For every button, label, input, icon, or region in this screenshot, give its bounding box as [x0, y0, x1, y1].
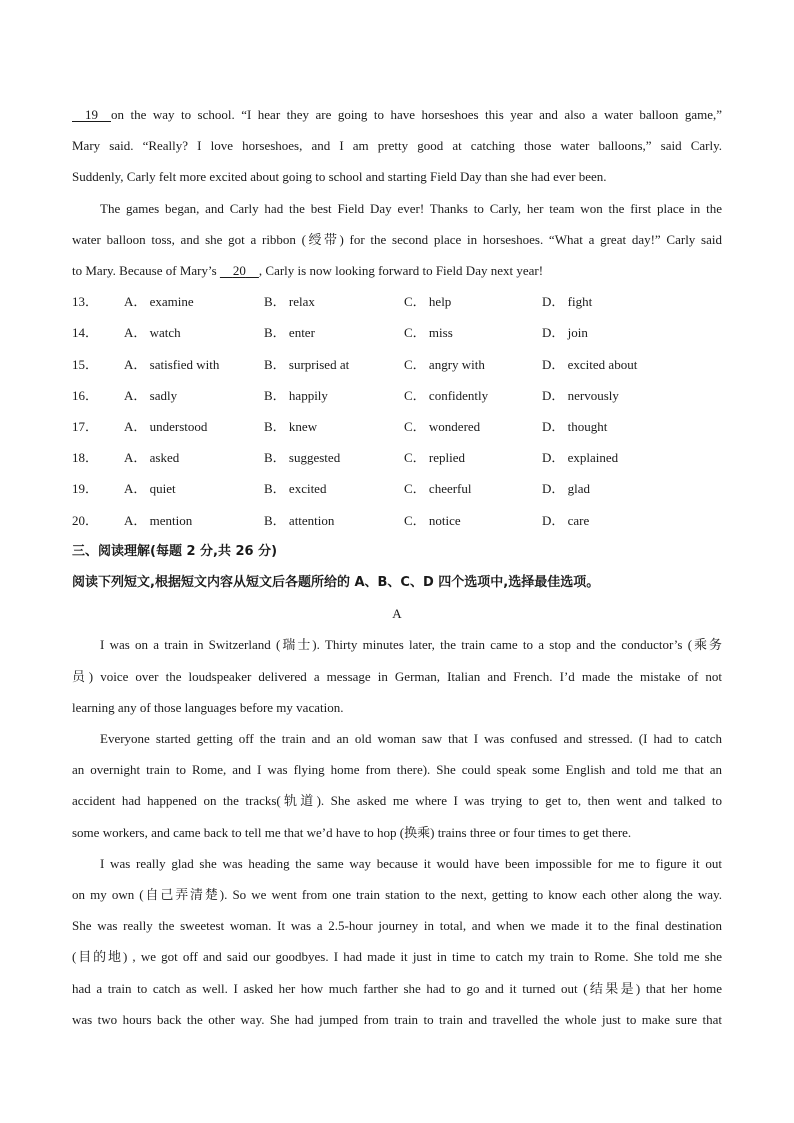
option-b: B． attention — [264, 512, 335, 528]
option-d: D． glad — [542, 481, 591, 497]
passage-line: She was really the sweetest woman. It was a 2.5-hour journey in total, and when we made it to the final destination — [72, 918, 722, 934]
option-a: A． satisfied with — [124, 356, 220, 372]
passage-line: The games began, and Carly had the best Field Day ever! Thanks to Carly, her team won the first place in the — [100, 200, 722, 216]
question-options-19 — [72, 473, 722, 504]
passage-line: Suddenly, Carly felt more excited about going to school and starting Field Day than she had ever been. — [72, 169, 607, 185]
option-c: C． wondered — [404, 418, 481, 434]
passage-line: 员) voice over the loudspeaker delivered a message in German, Italian and French. I’d made the mistake of not — [72, 668, 722, 684]
question-number: 18． — [72, 450, 99, 466]
answer-blank: 20 — [232, 263, 246, 279]
passage-line: Everyone started getting off the train and an old woman saw that I was confused and stressed. (I had to catch — [100, 730, 722, 746]
option-c: C． angry with — [404, 356, 485, 372]
option-c: C． cheerful — [404, 481, 472, 497]
question-options-18 — [72, 442, 722, 473]
question-options-16 — [72, 380, 722, 411]
passage-line: learning any of those languages before my vacation. — [72, 699, 344, 715]
passage-line: water balloon toss, and she got a ribbon (绶带) for the second place in horseshoes. “What a great day!” Carly said — [72, 231, 722, 247]
option-a: A． asked — [124, 450, 180, 466]
option-d: D． care — [542, 512, 590, 528]
option-a: A． quiet — [124, 481, 176, 497]
passage-line: I was on a train in Switzerland (瑞士). Thirty minutes later, the train came to a stop and the conductor’s (乘务 — [100, 637, 722, 653]
option-c: C． notice — [404, 512, 461, 528]
option-d: D． excited about — [542, 356, 638, 372]
passage-line: Mary said. “Really? I love horseshoes, and I am pretty good at catching those water balloons,” said Carly. — [72, 138, 722, 154]
passage-line: on my own (自己弄清楚). So we went from one train station to the next, getting to know each other along the way. — [72, 886, 722, 902]
option-b: B． knew — [264, 418, 318, 434]
question-number: 20． — [72, 512, 99, 528]
option-d: D． fight — [542, 294, 593, 310]
answer-blank: 19 — [85, 107, 98, 122]
option-a: A． understood — [124, 418, 208, 434]
passage-line: accident had happened on the tracks(轨道). She asked me where I was trying to get to, then went and talked to — [72, 793, 722, 809]
option-b: B． relax — [264, 294, 315, 310]
section-instruction: 阅读下列短文,根据短文内容从短文后各题所给的 A、B、C、D 四个选项中,选择最佳选项。 — [72, 574, 600, 590]
section-title: 三、阅读理解(每题 2 分,共 26 分) — [72, 543, 278, 559]
passage-line: I was really glad she was heading the same way because it would have been impossible for me to figure it out — [100, 855, 722, 871]
question-number: 16． — [72, 387, 99, 403]
question-number: 19． — [72, 481, 99, 497]
option-c: C． miss — [404, 325, 453, 341]
option-b: B． surprised at — [264, 356, 350, 372]
option-c: C． help — [404, 294, 452, 310]
question-options-13 — [72, 286, 722, 317]
option-c: C． replied — [404, 450, 466, 466]
option-b: B． suggested — [264, 450, 341, 466]
option-d: D． explained — [542, 450, 619, 466]
page-content — [72, 99, 722, 1035]
passage-line: 19 on the way to school. “I hear they are going to have horseshoes this year and also a water balloon game,” — [72, 99, 722, 130]
question-number: 14． — [72, 325, 99, 341]
question-number: 15． — [72, 356, 99, 372]
option-c: C． confidently — [404, 387, 489, 403]
option-a: A． watch — [124, 325, 181, 341]
passage-line: (目的地) , we got off and said our goodbyes. I had made it just in time to catch my train to Rome. She told me she — [72, 949, 722, 965]
question-number: 17． — [72, 418, 99, 434]
option-b: B． enter — [264, 325, 315, 341]
option-a: A． mention — [124, 512, 193, 528]
option-b: B． excited — [264, 481, 327, 497]
option-a: A． sadly — [124, 387, 178, 403]
question-options-17 — [72, 411, 722, 442]
passage-line: an overnight train to Rome, and I was flying home from there). She could speak some English and told me that an — [72, 762, 722, 778]
question-options-20 — [72, 505, 722, 536]
passage-line: some workers, and came back to tell me that we’d have to hop (换乘) trains three or four times to get there. — [72, 824, 632, 840]
option-d: D． nervously — [542, 387, 619, 403]
question-options-14 — [72, 317, 722, 348]
passage-line: had a train to catch as well. I asked her how much farther she had to go and it turned out (结果是) that her home — [72, 980, 722, 996]
option-d: D． join — [542, 325, 588, 341]
question-options-15 — [72, 349, 722, 380]
question-number: 13． — [72, 294, 99, 310]
option-a: A． examine — [124, 294, 194, 310]
passage-line: to Mary. Because of Mary’s 20 , Carly is now looking forward to Field Day next year! — [72, 255, 722, 286]
passage-label: A — [392, 606, 402, 622]
passage-line: was two hours back the other way. She had jumped from train to train and travelled the whole just to make sure that — [72, 1011, 722, 1027]
option-b: B． happily — [264, 387, 328, 403]
option-d: D． thought — [542, 418, 608, 434]
option-list — [72, 286, 722, 536]
